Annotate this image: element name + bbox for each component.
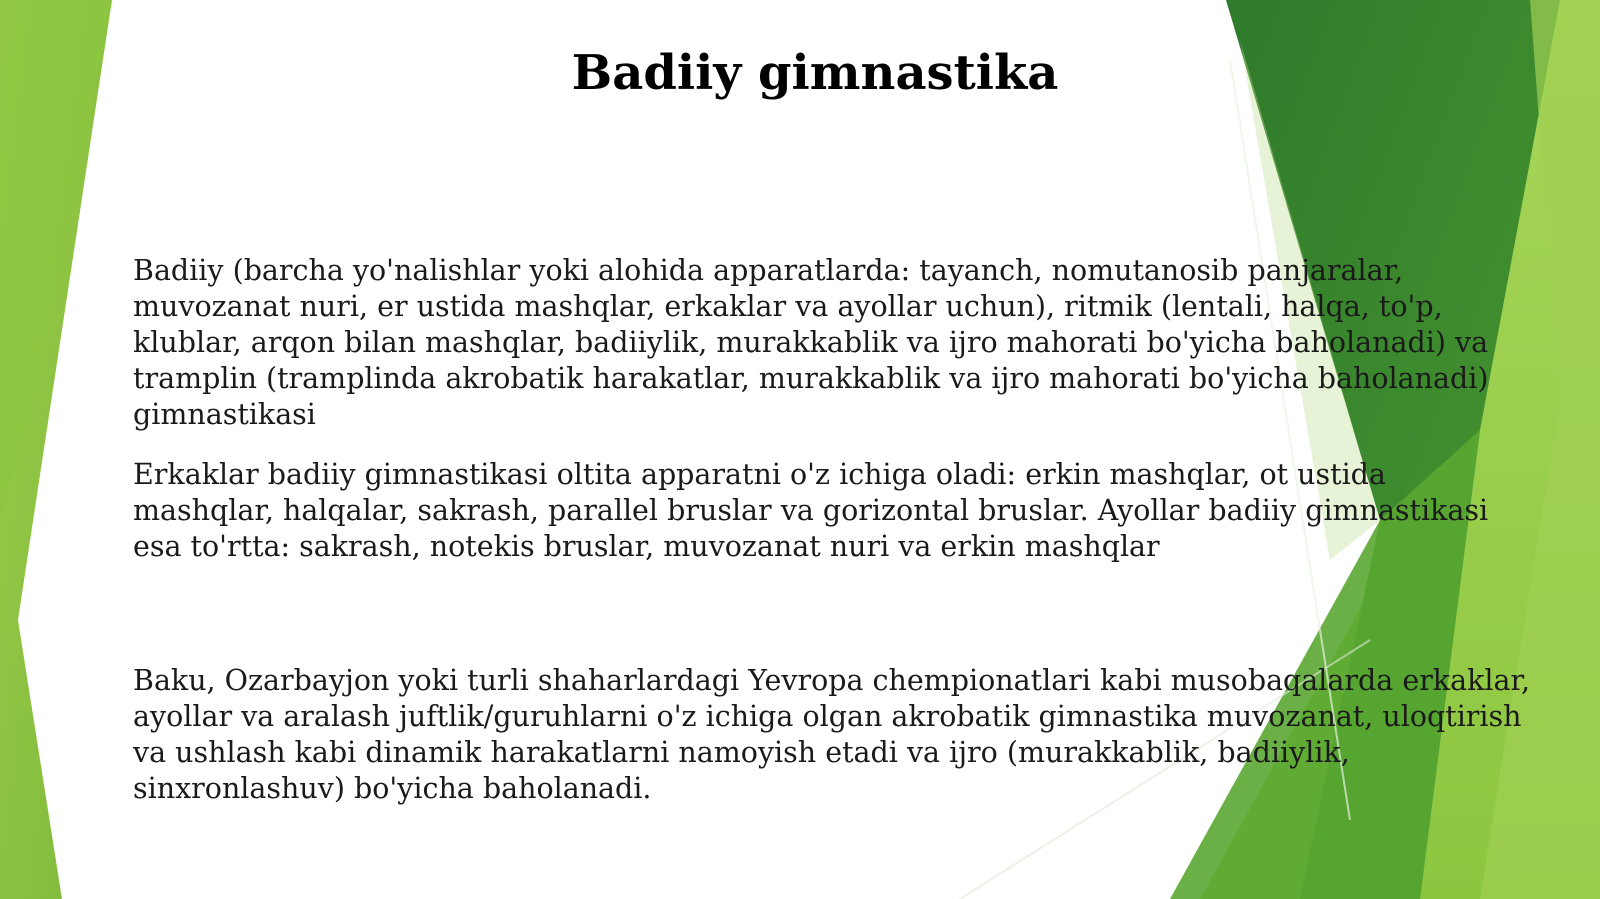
paragraph-apparatus: Erkaklar badiiy gimnastikasi oltita apparatni o'z ichiga oladi: erkin mashqlar, ot ustida mashqlar, halqalar, sakrash, parallel bruslar va gorizontal bruslar. Ayollar badiiy gimnastikasi esa to'rtta: sakrash, notekis bruslar, muvozanat nuri va erkin mashqlar — [133, 458, 1489, 563]
slide-title: Badiiy gimnastika — [571, 45, 1059, 101]
paragraph-artistic-gymnastics: Badiiy (barcha yo'nalishlar yoki alohida apparatlarda: tayanch, nomutanosib panjaralar, muvozanat nuri, er ustida mashqlar, erkaklar va ayollar uchun), ritmik (lentali, halqa, to'p, klublar, arqon bilan mashqlar, badiiylik, murakkablik va ijro mahorati bo'yicha baholanadi) va tramplin (tramplinda akrobatik harakatlar, murakkablik va ijro mahorati bo'yicha baholanadi) gimnastikasi — [133, 254, 1489, 431]
paragraph-acrobatic-gymnastics: Baku, Ozarbayjon yoki turli shaharlardagi Yevropa chempionatlari kabi musobaqalarda erkaklar, ayollar va aralash juftlik/guruhlarni o'z ichiga olgan akrobatik gimnastika muvozanat, uloqtirish va ushlash kabi dinamik harakatlarni namoyish etadi va ijro (murakkablik, badiiylik, sinxronlashuv) bo'yicha baholanadi. — [133, 664, 1531, 805]
